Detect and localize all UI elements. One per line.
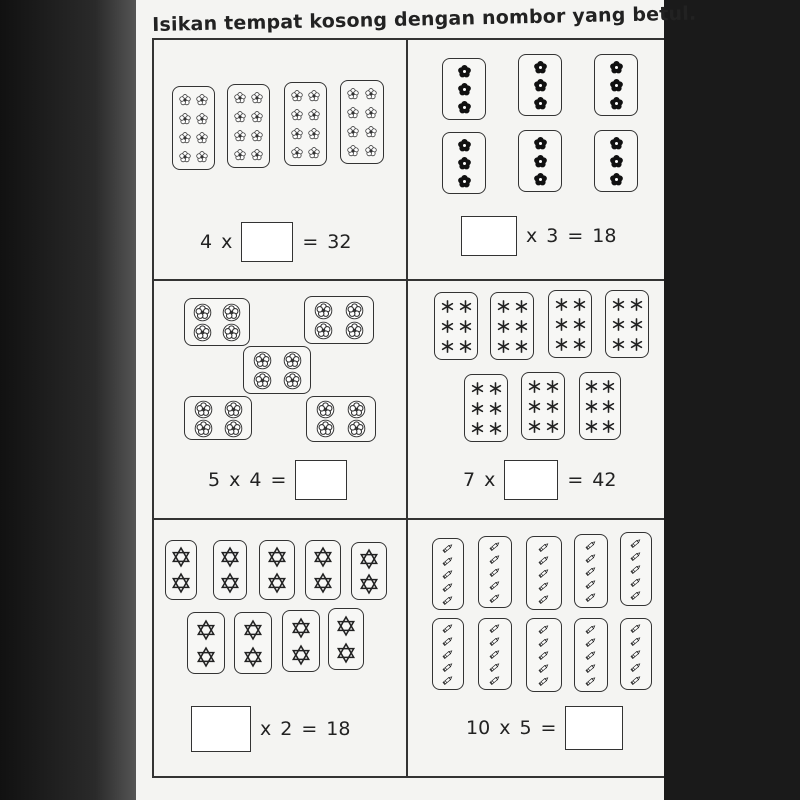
asterisk-icon bbox=[458, 299, 473, 314]
flower-round-icon bbox=[222, 303, 241, 322]
flower-outline-icon bbox=[195, 112, 209, 126]
asterisk-icon bbox=[584, 379, 599, 394]
asterisk-icon bbox=[470, 401, 485, 416]
asterisk-icon bbox=[554, 337, 569, 352]
times-sign: x bbox=[499, 717, 511, 739]
asterisk-icon bbox=[488, 421, 503, 436]
group-5-card-2 bbox=[213, 540, 247, 600]
group-4-card-6 bbox=[521, 372, 565, 440]
group-1-card-2 bbox=[227, 84, 270, 168]
flower-round-icon bbox=[224, 400, 243, 419]
asterisk-icon bbox=[611, 297, 626, 312]
asterisk-icon bbox=[545, 399, 560, 414]
equals-sign: = bbox=[301, 718, 318, 740]
equation-2 bbox=[461, 216, 616, 256]
equation-5 bbox=[191, 706, 350, 752]
asterisk-icon bbox=[527, 379, 542, 394]
pencil-icon bbox=[489, 674, 501, 686]
flower-outline-icon bbox=[178, 112, 192, 126]
instruction-title: Isikan tempat kosong dengan nombor yang betul. bbox=[152, 2, 697, 36]
flower-outline-icon bbox=[195, 93, 209, 107]
group-4-card-3 bbox=[548, 290, 592, 358]
pencil-icon bbox=[442, 581, 454, 593]
group-3-card-4 bbox=[184, 396, 252, 440]
group-4-card-1 bbox=[434, 292, 478, 360]
times-sign: x bbox=[229, 469, 241, 491]
flower-round-icon bbox=[194, 419, 213, 438]
asterisk-icon bbox=[611, 317, 626, 332]
group-2-card-2 bbox=[518, 54, 562, 116]
book-binding-shadow bbox=[0, 0, 136, 800]
pencil-icon bbox=[538, 675, 550, 687]
group-2-card-3 bbox=[594, 54, 638, 116]
pencil-icon bbox=[538, 541, 550, 553]
flower-outline-icon bbox=[307, 146, 321, 160]
asterisk-icon bbox=[554, 317, 569, 332]
asterisk-icon bbox=[458, 339, 473, 354]
pencil-icon bbox=[489, 648, 501, 660]
group-6-card-9 bbox=[574, 618, 608, 692]
pencil-icon bbox=[538, 580, 550, 592]
pencil-icon bbox=[442, 555, 454, 567]
pencil-icon bbox=[442, 542, 454, 554]
star-of-david-icon bbox=[335, 615, 357, 637]
asterisk-icon bbox=[440, 299, 455, 314]
star-of-david-icon bbox=[242, 646, 264, 668]
pencil-icon bbox=[585, 552, 597, 564]
flower-outline-icon bbox=[364, 87, 378, 101]
flower-outline-icon bbox=[233, 148, 247, 162]
asterisk-icon bbox=[601, 379, 616, 394]
asterisk-icon bbox=[545, 419, 560, 434]
pencil-icon bbox=[538, 636, 550, 648]
flower-outline-icon bbox=[290, 146, 304, 160]
group-4-card-4 bbox=[605, 290, 649, 358]
flower-round-icon bbox=[345, 301, 364, 320]
factor-b: 5 bbox=[519, 717, 532, 739]
star-of-david-icon bbox=[312, 572, 334, 594]
pencil-icon bbox=[630, 622, 642, 634]
flower-solid-icon bbox=[533, 96, 548, 111]
group-4-card-7 bbox=[579, 372, 621, 440]
star-of-david-icon bbox=[170, 572, 192, 594]
answer-box[interactable] bbox=[461, 216, 517, 256]
flower-solid-icon bbox=[457, 100, 472, 115]
flower-solid-icon bbox=[609, 60, 624, 75]
equation-3 bbox=[208, 460, 347, 500]
grid-row-divider-1 bbox=[152, 279, 664, 281]
factor-b: 3 bbox=[546, 225, 559, 247]
asterisk-icon bbox=[440, 339, 455, 354]
times-sign: x bbox=[484, 469, 496, 491]
group-4-card-5 bbox=[464, 374, 508, 442]
group-6-card-1 bbox=[432, 538, 464, 610]
answer-box[interactable] bbox=[241, 222, 293, 262]
flower-round-icon bbox=[314, 301, 333, 320]
flower-outline-icon bbox=[250, 148, 264, 162]
pencil-icon bbox=[538, 593, 550, 605]
flower-round-icon bbox=[194, 400, 213, 419]
group-6-card-10 bbox=[620, 618, 652, 690]
flower-round-icon bbox=[253, 371, 272, 390]
equation-1 bbox=[200, 222, 351, 262]
group-1-card-1 bbox=[172, 86, 215, 170]
pencil-icon bbox=[489, 540, 501, 552]
pencil-icon bbox=[585, 662, 597, 674]
factor-b: 4 bbox=[249, 469, 262, 491]
times-sign: x bbox=[526, 225, 538, 247]
times-sign: x bbox=[260, 718, 272, 740]
star-of-david-icon bbox=[242, 619, 264, 641]
flower-round-icon bbox=[316, 400, 335, 419]
flower-round-icon bbox=[193, 303, 212, 322]
asterisk-icon bbox=[514, 299, 529, 314]
flower-solid-icon bbox=[457, 82, 472, 97]
flower-solid-icon bbox=[533, 154, 548, 169]
pencil-icon bbox=[538, 554, 550, 566]
asterisk-icon bbox=[629, 297, 644, 312]
answer-box[interactable] bbox=[504, 460, 558, 500]
flower-round-icon bbox=[283, 371, 302, 390]
answer-box[interactable] bbox=[191, 706, 251, 752]
flower-solid-icon bbox=[609, 154, 624, 169]
flower-outline-icon bbox=[178, 150, 192, 164]
pencil-icon bbox=[630, 674, 642, 686]
pencil-icon bbox=[442, 661, 454, 673]
factor-a: 5 bbox=[208, 469, 221, 491]
group-5-card-6 bbox=[187, 612, 225, 674]
pencil-icon bbox=[538, 649, 550, 661]
flower-outline-icon bbox=[290, 127, 304, 141]
flower-outline-icon bbox=[250, 110, 264, 124]
asterisk-icon bbox=[601, 419, 616, 434]
equals-sign: = bbox=[567, 469, 584, 491]
flower-solid-icon bbox=[533, 78, 548, 93]
pencil-icon bbox=[442, 648, 454, 660]
group-6-card-7 bbox=[478, 618, 512, 690]
times-sign: x bbox=[221, 231, 233, 253]
pencil-icon bbox=[489, 579, 501, 591]
flower-outline-icon bbox=[290, 89, 304, 103]
asterisk-icon bbox=[629, 317, 644, 332]
pencil-icon bbox=[630, 576, 642, 588]
pencil-icon bbox=[489, 553, 501, 565]
flower-round-icon bbox=[253, 351, 272, 370]
flower-solid-icon bbox=[533, 60, 548, 75]
asterisk-icon bbox=[601, 399, 616, 414]
group-6-card-4 bbox=[574, 534, 608, 608]
pencil-icon bbox=[585, 565, 597, 577]
flower-solid-icon bbox=[609, 136, 624, 151]
group-5-card-7 bbox=[234, 612, 272, 674]
flower-outline-icon bbox=[364, 106, 378, 120]
flower-round-icon bbox=[224, 419, 243, 438]
equals-sign: = bbox=[302, 231, 319, 253]
factor-b: 2 bbox=[280, 718, 293, 740]
equals-sign: = bbox=[540, 717, 557, 739]
group-6-card-5 bbox=[620, 532, 652, 606]
group-2-card-4 bbox=[442, 132, 486, 194]
flower-outline-icon bbox=[307, 108, 321, 122]
flower-outline-icon bbox=[233, 129, 247, 143]
asterisk-icon bbox=[527, 399, 542, 414]
asterisk-icon bbox=[488, 401, 503, 416]
flower-round-icon bbox=[347, 400, 366, 419]
grid-row-divider-2 bbox=[152, 518, 664, 520]
pencil-icon bbox=[538, 662, 550, 674]
pencil-icon bbox=[630, 550, 642, 562]
pencil-icon bbox=[489, 622, 501, 634]
flower-round-icon bbox=[345, 321, 364, 340]
flower-round-icon bbox=[314, 321, 333, 340]
flower-outline-icon bbox=[250, 129, 264, 143]
flower-round-icon bbox=[283, 351, 302, 370]
flower-solid-icon bbox=[533, 172, 548, 187]
equation-6 bbox=[466, 706, 623, 750]
pencil-icon bbox=[585, 623, 597, 635]
flower-solid-icon bbox=[457, 156, 472, 171]
flower-solid-icon bbox=[609, 172, 624, 187]
flower-outline-icon bbox=[364, 144, 378, 158]
star-of-david-icon bbox=[358, 548, 380, 570]
asterisk-icon bbox=[611, 337, 626, 352]
pencil-icon bbox=[585, 675, 597, 687]
flower-outline-icon bbox=[233, 110, 247, 124]
asterisk-icon bbox=[488, 381, 503, 396]
pencil-icon bbox=[630, 635, 642, 647]
flower-outline-icon bbox=[250, 91, 264, 105]
flower-solid-icon bbox=[533, 136, 548, 151]
product: 18 bbox=[326, 718, 351, 740]
asterisk-icon bbox=[470, 421, 485, 436]
product: 18 bbox=[592, 225, 617, 247]
flower-solid-icon bbox=[609, 78, 624, 93]
asterisk-icon bbox=[527, 419, 542, 434]
pencil-icon bbox=[538, 623, 550, 635]
flower-round-icon bbox=[316, 419, 335, 438]
flower-outline-icon bbox=[178, 93, 192, 107]
flower-outline-icon bbox=[290, 108, 304, 122]
pencil-icon bbox=[489, 661, 501, 673]
flower-outline-icon bbox=[307, 89, 321, 103]
asterisk-icon bbox=[514, 319, 529, 334]
asterisk-icon bbox=[470, 381, 485, 396]
flower-round-icon bbox=[347, 419, 366, 438]
asterisk-icon bbox=[629, 337, 644, 352]
asterisk-icon bbox=[440, 319, 455, 334]
group-2-card-5 bbox=[518, 130, 562, 192]
equals-sign: = bbox=[567, 225, 584, 247]
flower-outline-icon bbox=[195, 131, 209, 145]
asterisk-icon bbox=[572, 337, 587, 352]
asterisk-icon bbox=[496, 339, 511, 354]
asterisk-icon bbox=[584, 419, 599, 434]
group-5-card-3 bbox=[259, 540, 295, 600]
star-of-david-icon bbox=[219, 546, 241, 568]
group-3-card-1 bbox=[184, 298, 250, 346]
group-2-card-1 bbox=[442, 58, 486, 120]
pencil-icon bbox=[630, 537, 642, 549]
flower-outline-icon bbox=[307, 127, 321, 141]
star-of-david-icon bbox=[335, 642, 357, 664]
flower-solid-icon bbox=[457, 138, 472, 153]
group-3-card-5 bbox=[306, 396, 376, 442]
flower-outline-icon bbox=[233, 91, 247, 105]
star-of-david-icon bbox=[170, 546, 192, 568]
right-background bbox=[664, 0, 800, 800]
grid-vertical-divider bbox=[406, 38, 408, 778]
star-of-david-icon bbox=[219, 572, 241, 594]
asterisk-icon bbox=[572, 297, 587, 312]
asterisk-icon bbox=[458, 319, 473, 334]
pencil-icon bbox=[630, 589, 642, 601]
flower-outline-icon bbox=[346, 125, 360, 139]
pencil-icon bbox=[630, 648, 642, 660]
star-of-david-icon bbox=[290, 617, 312, 639]
flower-round-icon bbox=[222, 323, 241, 342]
star-of-david-icon bbox=[266, 546, 288, 568]
group-5-card-8 bbox=[282, 610, 320, 672]
product: 32 bbox=[327, 231, 352, 253]
pencil-icon bbox=[489, 635, 501, 647]
pencil-icon bbox=[489, 566, 501, 578]
flower-outline-icon bbox=[346, 144, 360, 158]
pencil-icon bbox=[538, 567, 550, 579]
asterisk-icon bbox=[496, 299, 511, 314]
equals-sign: = bbox=[270, 469, 287, 491]
asterisk-icon bbox=[514, 339, 529, 354]
equation-4 bbox=[463, 460, 616, 500]
group-1-card-3 bbox=[284, 82, 327, 166]
flower-outline-icon bbox=[178, 131, 192, 145]
pencil-icon bbox=[442, 568, 454, 580]
star-of-david-icon bbox=[312, 546, 334, 568]
pencil-icon bbox=[585, 591, 597, 603]
group-6-card-3 bbox=[526, 536, 562, 610]
pencil-icon bbox=[585, 649, 597, 661]
flower-outline-icon bbox=[195, 150, 209, 164]
group-3-card-3 bbox=[243, 346, 311, 394]
flower-outline-icon bbox=[364, 125, 378, 139]
flower-outline-icon bbox=[346, 106, 360, 120]
flower-solid-icon bbox=[457, 64, 472, 79]
group-5-card-9 bbox=[328, 608, 364, 670]
pencil-icon bbox=[585, 539, 597, 551]
group-6-card-2 bbox=[478, 536, 512, 608]
flower-outline-icon bbox=[346, 87, 360, 101]
pencil-icon bbox=[442, 622, 454, 634]
flower-solid-icon bbox=[609, 96, 624, 111]
pencil-icon bbox=[585, 636, 597, 648]
group-4-card-2 bbox=[490, 292, 534, 360]
asterisk-icon bbox=[572, 317, 587, 332]
star-of-david-icon bbox=[195, 619, 217, 641]
asterisk-icon bbox=[545, 379, 560, 394]
group-6-card-8 bbox=[526, 618, 562, 692]
star-of-david-icon bbox=[290, 644, 312, 666]
answer-box[interactable] bbox=[295, 460, 347, 500]
factor-a: 4 bbox=[200, 231, 213, 253]
group-1-card-4 bbox=[340, 80, 384, 164]
pencil-icon bbox=[442, 635, 454, 647]
pencil-icon bbox=[630, 661, 642, 673]
flower-round-icon bbox=[193, 323, 212, 342]
group-5-card-4 bbox=[305, 540, 341, 600]
flower-solid-icon bbox=[457, 174, 472, 189]
pencil-icon bbox=[442, 594, 454, 606]
star-of-david-icon bbox=[358, 573, 380, 595]
asterisk-icon bbox=[496, 319, 511, 334]
star-of-david-icon bbox=[195, 646, 217, 668]
pencil-icon bbox=[442, 674, 454, 686]
group-3-card-2 bbox=[304, 296, 374, 344]
pencil-icon bbox=[489, 592, 501, 604]
product: 42 bbox=[592, 469, 617, 491]
group-5-card-1 bbox=[165, 540, 197, 600]
factor-a: 7 bbox=[463, 469, 476, 491]
asterisk-icon bbox=[584, 399, 599, 414]
asterisk-icon bbox=[554, 297, 569, 312]
pencil-icon bbox=[585, 578, 597, 590]
factor-a: 10 bbox=[466, 717, 491, 739]
answer-box[interactable] bbox=[565, 706, 623, 750]
group-2-card-6 bbox=[594, 130, 638, 192]
group-5-card-5 bbox=[351, 542, 387, 600]
star-of-david-icon bbox=[266, 572, 288, 594]
group-6-card-6 bbox=[432, 618, 464, 690]
pencil-icon bbox=[630, 563, 642, 575]
